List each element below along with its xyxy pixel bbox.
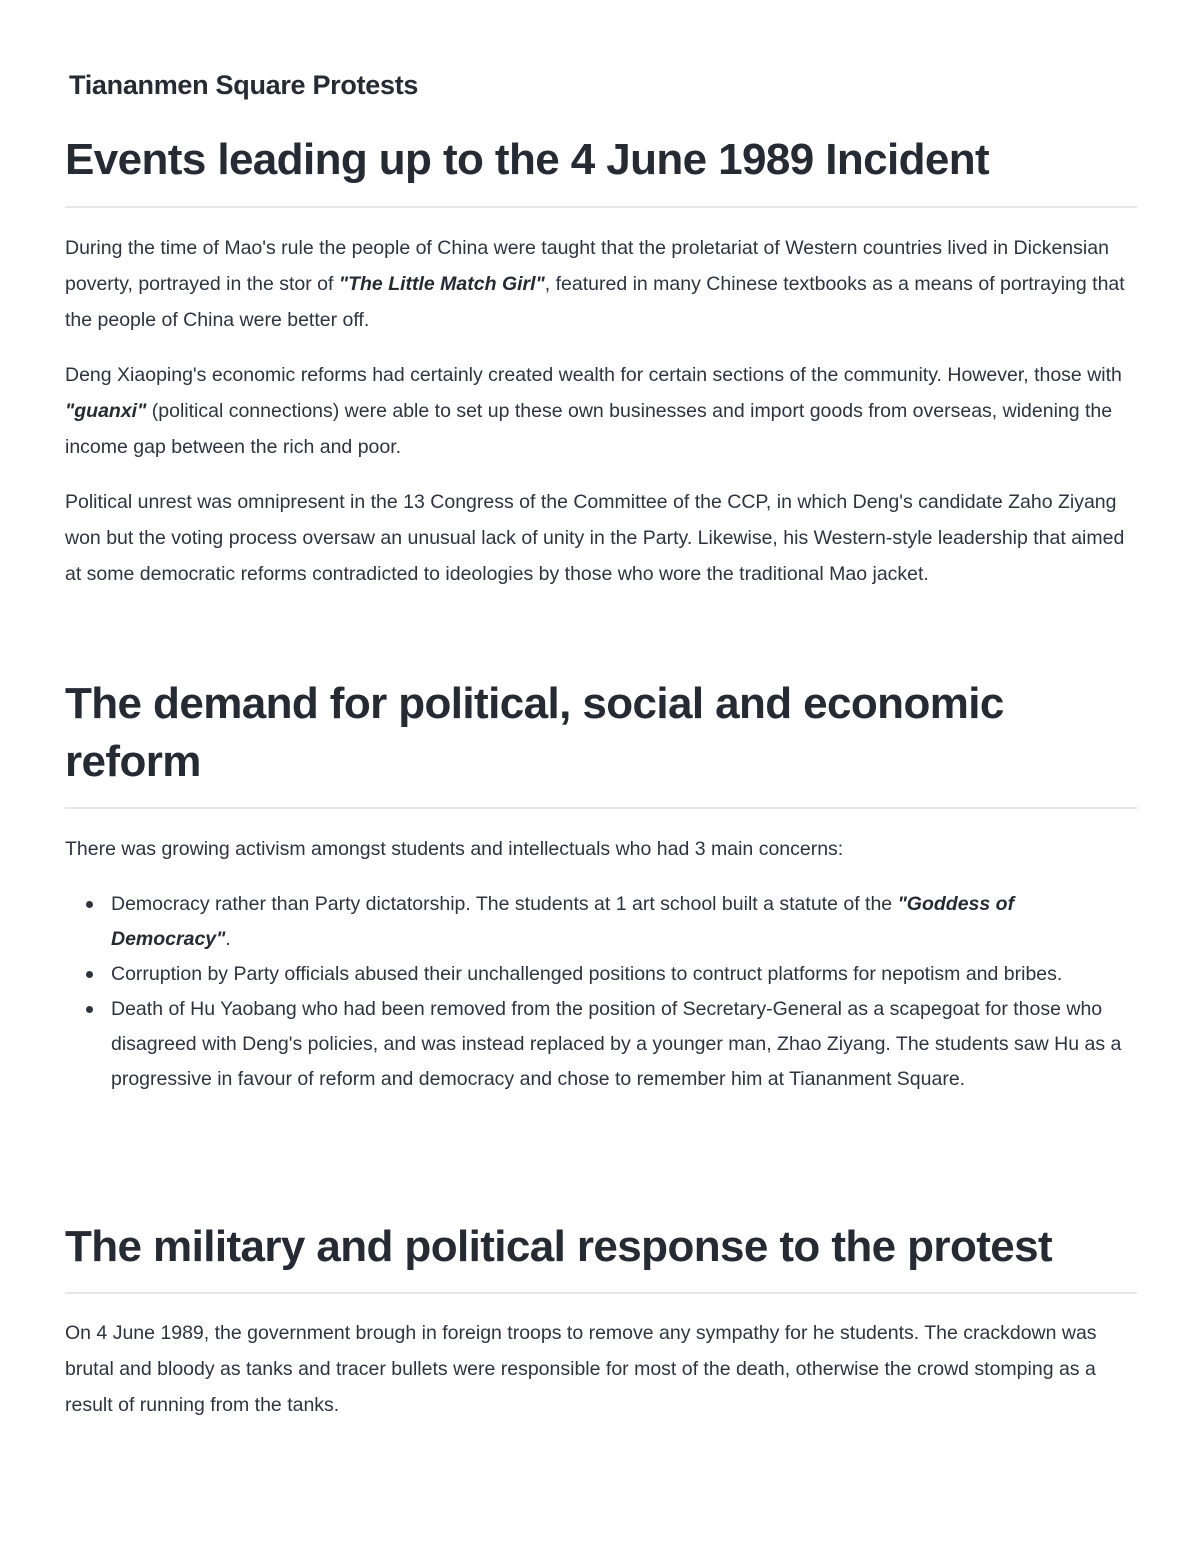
section-events-leading-up <box>65 131 1137 592</box>
list-item <box>65 887 1131 957</box>
section-divider <box>65 807 1137 809</box>
list-item <box>65 957 1131 992</box>
list-item-text: Corruption by Party officials abused their unchallenged positions to contruct platforms for nepotism and bribes. <box>111 963 1063 985</box>
bullet-dot <box>86 1006 93 1013</box>
section-divider <box>65 206 1137 208</box>
list-item-text: Death of Hu Yaobang who had been removed from the position of Secretary-General as a scapegoat for those who disagreed with Deng's policies, and was instead replaced by a younger man, Zhao Ziyang. The students saw Hu as a progressive in favour of reform and democracy and chose to remember him at Tiananment Square. <box>111 998 1122 1090</box>
emphasis-guanxi: "guanxi" <box>65 400 147 422</box>
section-heading: Events leading up to the 4 June 1989 Incident <box>65 135 990 184</box>
concerns-list <box>65 887 1137 1097</box>
paragraph-political-unrest: Political unrest was omnipresent in the 13 Congress of the Committee of the CCP, in which Deng's candidate Zaho Ziyang won but the voting process oversaw an unusual lack of unity in the Party. Likewise, his Western-style leadership that aimed at some democratic reforms contradicted to ideologies by those who wore the traditional Mao jacket. <box>65 491 1125 585</box>
paragraph-text: , featured in many Chinese textbooks as a means of portraying that the people of China were better off. <box>65 273 1125 331</box>
bullet-dot <box>86 971 93 978</box>
section-divider <box>65 1292 1137 1294</box>
section-heading: The military and political response to the protest <box>65 1222 1053 1271</box>
list-item-text: Democracy rather than Party dictatorship. The students at 1 art school built a statute of the <box>111 893 898 915</box>
paragraph-deng-reforms <box>65 357 1135 465</box>
bullet-dot <box>86 901 93 908</box>
paragraph-text: Deng Xiaoping's economic reforms had certainly created wealth for certain sections of the community. However, those with <box>65 364 1122 386</box>
paragraph-text: (political connections) were able to set up these own businesses and import goods from overseas, widening the income gap between the rich and poor. <box>65 400 1113 458</box>
section-heading: The demand for political, social and economic reform <box>65 679 1004 786</box>
paragraph-mao-rule <box>65 230 1135 338</box>
list-item <box>65 992 1131 1097</box>
paragraph-text: During the time of Mao's rule the people of China were taught that the proletariat of Western countries lived in Dickensian poverty, portrayed in the stor of <box>65 237 1109 295</box>
list-item-text: . <box>225 928 231 950</box>
document-title: Tiananmen Square Protests <box>69 70 419 100</box>
section-military-response <box>65 1218 1137 1423</box>
emphasis-little-match-girl: "The Little Match Girl" <box>338 273 545 295</box>
paragraph-crackdown: On 4 June 1989, the government brough in foreign troops to remove any sympathy for he students. The crackdown was brutal and bloody as tanks and tracer bullets were responsible for most of the death, otherwise the crowd stomping as a result of running from the tanks. <box>65 1322 1097 1416</box>
emphasis-goddess-of-democracy: "Goddess of Democracy" <box>111 893 1015 950</box>
paragraph-activism-intro: There was growing activism amongst students and intellectuals who had 3 main concerns: <box>65 838 844 860</box>
section-demand-for-reform <box>65 675 1137 1097</box>
